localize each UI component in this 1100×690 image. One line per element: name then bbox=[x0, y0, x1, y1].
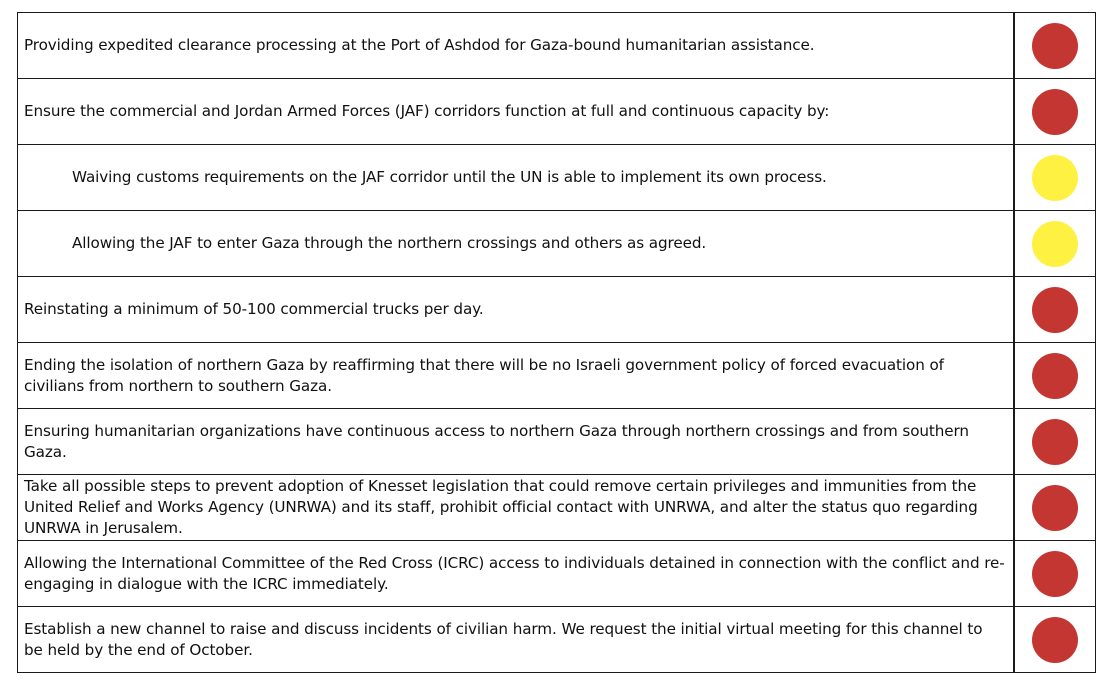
status-cell bbox=[1014, 343, 1096, 409]
table-row bbox=[18, 541, 1096, 607]
requirement-text: Allowing the International Committee of the Red Cross (ICRC) access to individuals detained in connection with the conflict and re-engaging in dialogue with the ICRC immediately. bbox=[24, 553, 1005, 593]
status-red-dot-icon bbox=[1032, 287, 1078, 333]
requirement-text-cell bbox=[18, 13, 1015, 79]
table-row bbox=[18, 607, 1096, 673]
table-row bbox=[18, 145, 1096, 211]
status-red-dot-icon bbox=[1032, 89, 1078, 135]
requirement-text-cell bbox=[18, 343, 1015, 409]
status-cell bbox=[1014, 607, 1096, 673]
table-row bbox=[18, 13, 1096, 79]
table-body bbox=[18, 13, 1096, 673]
requirement-text: Establish a new channel to raise and discuss incidents of civilian harm. We request the initial virtual meeting for this channel to be held by the end of October. bbox=[24, 619, 983, 659]
requirement-text-cell bbox=[18, 211, 1015, 277]
status-cell bbox=[1014, 475, 1096, 541]
requirement-text: Ending the isolation of northern Gaza by reaffirming that there will be no Israeli government policy of forced evacuation of civilians from northern to southern Gaza. bbox=[24, 355, 944, 395]
status-red-dot-icon bbox=[1032, 419, 1078, 465]
table-row bbox=[18, 79, 1096, 145]
requirement-text: Ensure the commercial and Jordan Armed Forces (JAF) corridors function at full and continuous capacity by: bbox=[24, 102, 830, 120]
requirement-text: Providing expedited clearance processing at the Port of Ashdod for Gaza-bound humanitarian assistance. bbox=[24, 36, 815, 54]
status-red-dot-icon bbox=[1032, 23, 1078, 69]
status-red-dot-icon bbox=[1032, 551, 1078, 597]
status-red-dot-icon bbox=[1032, 485, 1078, 531]
requirement-text: Allowing the JAF to enter Gaza through the northern crossings and others as agreed. bbox=[72, 234, 707, 252]
status-red-dot-icon bbox=[1032, 617, 1078, 663]
table-row bbox=[18, 343, 1096, 409]
status-cell bbox=[1014, 277, 1096, 343]
table-row bbox=[18, 409, 1096, 475]
status-cell bbox=[1014, 79, 1096, 145]
status-cell bbox=[1014, 541, 1096, 607]
status-cell bbox=[1014, 13, 1096, 79]
requirement-text-cell bbox=[18, 409, 1015, 475]
requirement-text-cell bbox=[18, 79, 1015, 145]
status-red-dot-icon bbox=[1032, 353, 1078, 399]
requirement-text: Reinstating a minimum of 50-100 commercial trucks per day. bbox=[24, 300, 484, 318]
requirement-text-cell bbox=[18, 541, 1015, 607]
status-yellow-dot-icon bbox=[1032, 221, 1078, 267]
requirements-status-table bbox=[17, 12, 1096, 673]
requirement-text-cell bbox=[18, 475, 1015, 541]
requirement-text-cell bbox=[18, 277, 1015, 343]
status-cell bbox=[1014, 409, 1096, 475]
requirement-text: Ensuring humanitarian organizations have continuous access to northern Gaza through northern crossings and from southern Gaza. bbox=[24, 421, 969, 461]
table-row bbox=[18, 211, 1096, 277]
status-yellow-dot-icon bbox=[1032, 155, 1078, 201]
table-row bbox=[18, 475, 1096, 541]
requirement-text-cell bbox=[18, 607, 1015, 673]
requirement-text-cell bbox=[18, 145, 1015, 211]
requirement-text: Waiving customs requirements on the JAF corridor until the UN is able to implement its own process. bbox=[72, 168, 827, 186]
table-row bbox=[18, 277, 1096, 343]
requirement-text: Take all possible steps to prevent adoption of Knesset legislation that could remove certain privileges and immunities from the United Relief and Works Agency (UNRWA) and its staff, prohibit official contact with UNRWA, and alter the status quo regarding UNRWA in Jerusalem. bbox=[24, 477, 978, 537]
status-cell bbox=[1014, 211, 1096, 277]
status-cell bbox=[1014, 145, 1096, 211]
